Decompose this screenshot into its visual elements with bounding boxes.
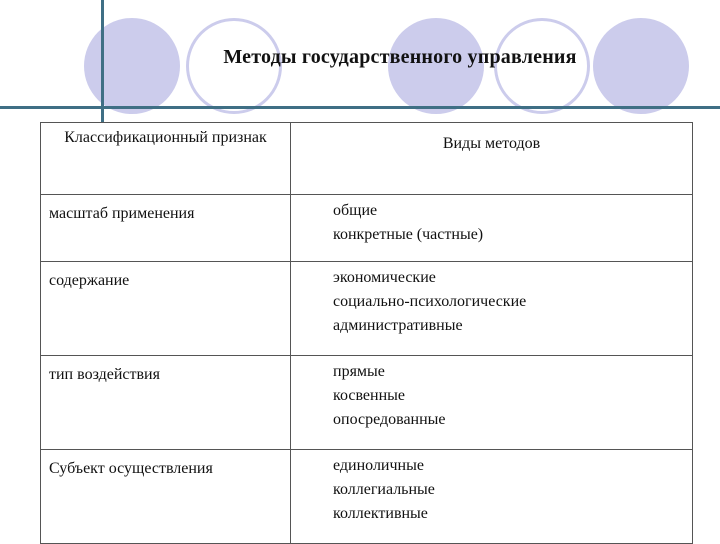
method-item: коллективные [333,505,428,522]
table-row [41,450,693,544]
method-item: опосредованные [333,411,446,428]
methods-cell [291,356,693,450]
table-row [41,356,693,450]
table-row [41,262,693,356]
table-row [41,195,693,262]
method-item: прямые [333,363,385,380]
criterion-cell: содержание [41,262,291,356]
methods-table [40,122,693,544]
method-item: экономические [333,269,436,286]
methods-cell [291,195,693,262]
header-criterion: Классификационный признак [41,123,291,195]
method-item: коллегиальные [333,481,435,498]
decor-horizontal-line [0,106,720,109]
method-item: социально-психологические [333,293,527,310]
method-item: косвенные [333,387,405,404]
slide-title: Методы государственного управления [223,46,577,68]
criterion-cell: Субъект осуществления [41,450,291,544]
criterion-cell: масштаб применения [41,195,291,262]
method-item: конкретные (частные) [333,226,484,243]
methods-cell [291,262,693,356]
criterion-cell: тип воздействия [41,356,291,450]
method-item: общие [333,202,378,219]
methods-table-container [40,122,692,544]
method-item: административные [333,317,463,334]
header-method-types: Виды методов [291,123,693,195]
table-header-row [41,123,693,195]
method-item: единоличные [333,457,424,474]
methods-cell [291,450,693,544]
